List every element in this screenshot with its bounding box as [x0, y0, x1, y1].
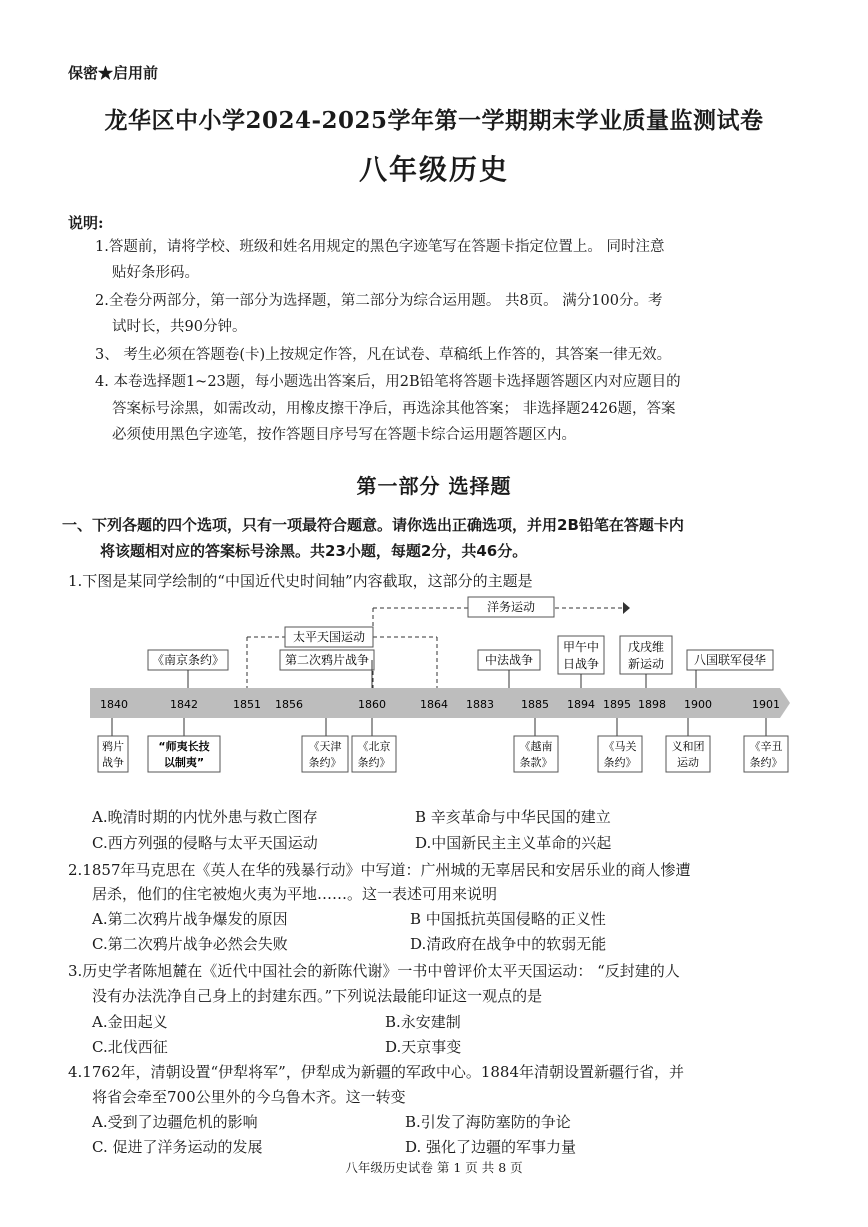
wuxu-label-1: 戊戌维 — [627, 640, 665, 654]
nanjing-label: 《南京条约》 — [151, 653, 225, 667]
maguan-label-1: 《马关 — [603, 740, 637, 753]
q3-option-b: B.永安建制 — [385, 1013, 461, 1031]
instruction-4-line-2: 答案标号涂黑，如需改动，用橡皮擦干净后，再选涂其他答案； 非选择题2426题，答案 — [112, 401, 676, 417]
tianjin-label-1: 《天津 — [308, 740, 342, 753]
q3-option-d: D.天京事变 — [385, 1038, 462, 1056]
opium1-label-2: 战争 — [102, 756, 124, 769]
page-footer: 八年级历史试卷 第 1 页 共 8 页 — [345, 1160, 523, 1175]
shiyi-label-1: “师夷长技 — [158, 740, 210, 753]
section-instruction-line-1: 一、下列各题的四个选项，只有一项最符合题意。请你选出正确选项，并用2B铅笔在答题卡内 — [62, 516, 684, 534]
opium1-label-1: 鸦片 — [102, 740, 124, 753]
question-4-stem-line-1: 4.1762年，清朝设置“伊犁将军”，伊犁成为新疆的军政中心。1884年清朝设置新疆行省，并 — [68, 1063, 684, 1081]
history-timeline — [90, 592, 790, 806]
question-2-stem-line-1: 2.1857年马克思在《英人在华的残暴行动》中写道：广州城的无辜居民和安居乐业的商人惨遭 — [68, 861, 691, 879]
yihetuan-label-2: 运动 — [677, 756, 699, 769]
instruction-2-line-1: 2.全卷分两部分，第一部分为选择题，第二部分为综合运用题。 共8页。 满分100分。考 — [95, 293, 663, 309]
q1-option-c: C.西方列强的侵略与太平天国运动 — [92, 834, 318, 852]
q2-option-b: B 中国抵抗英国侵略的正义性 — [410, 910, 606, 928]
year-1885: 1885 — [521, 698, 549, 711]
confidential-mark: 保密★启用前 — [68, 64, 159, 82]
instruction-3: 3、 考生必须在答题卷(卡)上按规定作答，凡在试卷、草稿纸上作答的，其答案一律无效。 — [95, 347, 672, 363]
wuxu-label-2: 新运动 — [627, 657, 665, 671]
section-instruction-line-2: 将该题相对应的答案标号涂黑。共23小题，每题2分，共46分。 — [100, 542, 528, 560]
question-1-stem: 1.下图是某同学绘制的“中国近代史时间轴”内容截取，这部分的主题是 — [68, 572, 533, 590]
beijing-label-1: 《北京 — [357, 740, 391, 753]
baguo-label: 八国联军侵华 — [693, 653, 767, 667]
q4-option-b: B.引发了海防塞防的争论 — [405, 1113, 571, 1131]
instruction-1-line-1: 1.答题前，请将学校、班级和姓名用规定的黑色字迹笔写在答题卡指定位置上。 同时注意 — [95, 239, 665, 255]
q1-option-d: D.中国新民主主义革命的兴起 — [415, 834, 612, 852]
tianjin-label-2: 条约》 — [308, 756, 342, 769]
instruction-1-line-2: 贴好条形码。 — [112, 265, 199, 281]
q1-option-b: B 辛亥革命与中华民国的建立 — [415, 808, 611, 826]
question-3-stem-line-2: 没有办法洗净自己身上的封建东西。”下列说法最能印证这一观点的是 — [92, 987, 543, 1005]
q2-option-a: A.第二次鸦片战争爆发的原因 — [92, 910, 288, 928]
q2-option-d: D.清政府在战争中的软弱无能 — [410, 935, 607, 953]
part-one-title: 第一部分 选择题 — [356, 474, 512, 498]
shiyi-label-2: 以制夷” — [163, 756, 205, 769]
q4-option-c: C. 促进了洋务运动的发展 — [92, 1138, 263, 1156]
beijing-label-2: 条约》 — [357, 756, 391, 769]
instruction-4-line-1: 4. 本卷选择题1~23题，每小题选出答案后，用2B铅笔将答题卡选择题答题区内对应题目的 — [95, 374, 681, 390]
year-1864: 1864 — [420, 698, 448, 711]
yuenan-label-1: 《越南 — [519, 740, 553, 753]
year-1851: 1851 — [233, 698, 261, 711]
year-1901: 1901 — [752, 698, 780, 711]
year-1898: 1898 — [638, 698, 666, 711]
question-4-stem-line-2: 将省会牵至700公里外的今乌鲁木齐。这一转变 — [92, 1088, 406, 1106]
xinchou-label-2: 条约》 — [749, 756, 783, 769]
yihetuan-label-1: 义和团 — [671, 740, 705, 753]
yuenan-label-2: 条款》 — [519, 756, 553, 769]
q3-option-c: C.北伐西征 — [92, 1038, 168, 1056]
year-1842: 1842 — [170, 698, 198, 711]
year-1860: 1860 — [358, 698, 386, 711]
year-1895: 1895 — [603, 698, 631, 711]
jiawu-label-2: 日战争 — [562, 657, 600, 671]
year-1856: 1856 — [275, 698, 303, 711]
year-1883: 1883 — [466, 698, 494, 711]
timeline-arrow-icon — [780, 688, 790, 718]
exam-title: 龙华区中小学2024-2025学年第一学期期末学业质量监测试卷 — [104, 107, 764, 134]
year-1894: 1894 — [567, 698, 595, 711]
question-3-stem-line-1: 3.历史学者陈旭麓在《近代中国社会的新陈代谢》一书中曾评价太平天国运动： “反封建的人 — [68, 962, 680, 980]
maguan-label-2: 条约》 — [603, 756, 637, 769]
opium2-label: 第二次鸦片战争 — [284, 653, 370, 667]
jiawu-label-1: 甲午中 — [562, 640, 600, 654]
year-1900: 1900 — [684, 698, 712, 711]
question-2-stem-line-2: 居杀，他们的住宅被炮火夷为平地……。这一表述可用来说明 — [92, 885, 498, 903]
q4-option-d: D. 强化了边疆的军事力量 — [405, 1138, 577, 1156]
xinchou-label-1: 《辛丑 — [749, 740, 783, 753]
q2-option-c: C.第二次鸦片战争必然会失败 — [92, 935, 288, 953]
year-1840: 1840 — [100, 698, 128, 711]
instructions-heading: 说明: — [68, 214, 104, 232]
exam-subject: 八年级历史 — [358, 153, 509, 186]
yangwu-label: 洋务运动 — [486, 600, 536, 614]
yangwu-arrow-icon — [623, 602, 630, 614]
q1-option-a: A.晚清时期的内忧外患与救亡图存 — [92, 808, 318, 826]
instruction-2-line-2: 试时长，共90分钟。 — [112, 319, 247, 335]
q3-option-a: A.金田起义 — [92, 1013, 168, 1031]
sinofrench-label: 中法战争 — [484, 653, 534, 667]
instruction-4-line-3: 必须使用黑色字迹笔，按作答题目序号写在答题卡综合运用题答题区内。 — [112, 427, 576, 443]
q4-option-a: A.受到了边疆危机的影响 — [92, 1113, 258, 1131]
taiping-label: 太平天国运动 — [292, 630, 366, 644]
